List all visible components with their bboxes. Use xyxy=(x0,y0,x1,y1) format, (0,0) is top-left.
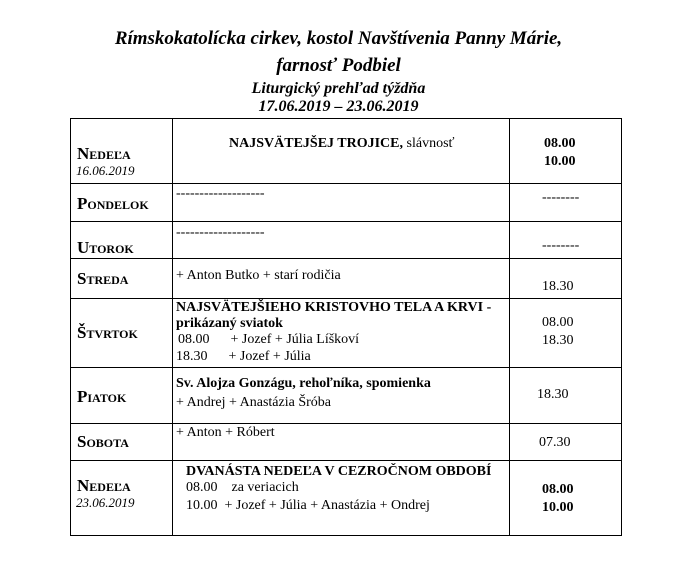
schedule-row xyxy=(71,259,622,299)
schedule-row xyxy=(71,424,622,461)
day-name: Sobota xyxy=(77,432,129,451)
intention-cell xyxy=(173,184,510,222)
date-range: 17.06.2019 – 23.06.2019 xyxy=(258,98,419,115)
time-cell xyxy=(510,184,622,222)
day-name: Pondelok xyxy=(77,194,149,213)
day-name: Nedeľa xyxy=(77,144,131,163)
day-name: Nedeľa xyxy=(77,476,131,495)
mass-time: 08.00 xyxy=(542,315,574,330)
time-cell xyxy=(510,299,622,368)
intention-text: + Andrej + Anastázia Šróba xyxy=(176,395,331,410)
day-cell xyxy=(71,299,173,368)
feast-title xyxy=(229,136,455,152)
day-cell xyxy=(71,368,173,424)
feast-title-rank: slávnosť xyxy=(403,136,455,151)
parish-location: farnosť Podbiel xyxy=(276,55,401,76)
schedule-row xyxy=(71,184,622,222)
intention-text: 08.00 za veriacich xyxy=(186,480,299,495)
day-cell xyxy=(71,222,173,259)
day-name: Streda xyxy=(77,269,129,288)
intention-text: 08.00 + Jozef + Júlia Líškoví xyxy=(178,332,360,347)
intention-text: 10.00 + Jozef + Júlia + Anastázia + Ondrej xyxy=(186,498,430,513)
mass-time: 08.00 xyxy=(544,136,576,151)
mass-time: 08.00 xyxy=(542,482,574,497)
time-cell xyxy=(510,461,622,536)
mass-time: 10.00 xyxy=(542,500,574,515)
schedule-row xyxy=(71,119,622,184)
day-date: 23.06.2019 xyxy=(76,495,135,510)
day-cell xyxy=(71,119,173,184)
intention-text: + Anton + Róbert xyxy=(176,425,275,440)
intention-text: + Anton Butko + starí rodičia xyxy=(176,268,341,283)
intention-cell xyxy=(173,299,510,368)
intention-text: ------------------- xyxy=(176,186,265,201)
mass-time: -------- xyxy=(542,190,580,205)
time-cell xyxy=(510,424,622,461)
feast-title-bold: NAJSVÄTEJŠEJ TROJICE, xyxy=(229,136,404,151)
document-title: Liturgický prehľad týždňa xyxy=(251,80,426,97)
time-cell xyxy=(510,259,622,299)
day-name: Štvrtok xyxy=(77,323,138,342)
intention-cell xyxy=(173,259,510,299)
mass-time: 07.30 xyxy=(539,435,571,450)
intention-cell xyxy=(173,222,510,259)
intention-cell xyxy=(173,424,510,461)
day-cell xyxy=(71,424,173,461)
feast-rank: prikázaný sviatok xyxy=(176,316,283,331)
mass-time: -------- xyxy=(542,238,580,253)
intention-text: ------------------- xyxy=(176,225,265,240)
feast-title: Sv. Alojza Gonzágu, rehoľníka, spomienka xyxy=(176,376,431,391)
time-cell xyxy=(510,368,622,424)
day-cell xyxy=(71,259,173,299)
intention-text: 18.30 + Jozef + Júlia xyxy=(176,349,311,364)
mass-time: 10.00 xyxy=(544,154,576,169)
feast-title: NAJSVÄTEJŠIEHO KRISTOVHO TELA A KRVI - xyxy=(176,300,492,315)
intention-cell xyxy=(173,119,510,184)
schedule-row xyxy=(71,368,622,424)
time-cell xyxy=(510,119,622,184)
intention-cell xyxy=(173,368,510,424)
intention-cell xyxy=(173,461,510,536)
liturgy-schedule-table xyxy=(70,118,622,536)
mass-time: 18.30 xyxy=(542,279,574,294)
feast-title: DVANÁSTA NEDEĽA V CEZROČNOM OBDOBÍ xyxy=(186,464,492,479)
schedule-row xyxy=(71,461,622,536)
day-name: Utorok xyxy=(77,238,134,257)
schedule-row xyxy=(71,222,622,259)
parish-name: Rímskokatolícka cirkev, kostol Navštívenia Panny Márie, xyxy=(114,28,563,49)
mass-time: 18.30 xyxy=(537,387,569,402)
day-name: Piatok xyxy=(77,387,127,406)
time-cell xyxy=(510,222,622,259)
mass-time: 18.30 xyxy=(542,333,574,348)
day-date: 16.06.2019 xyxy=(76,163,135,178)
day-cell xyxy=(71,184,173,222)
day-cell xyxy=(71,461,173,536)
schedule-row xyxy=(71,299,622,368)
